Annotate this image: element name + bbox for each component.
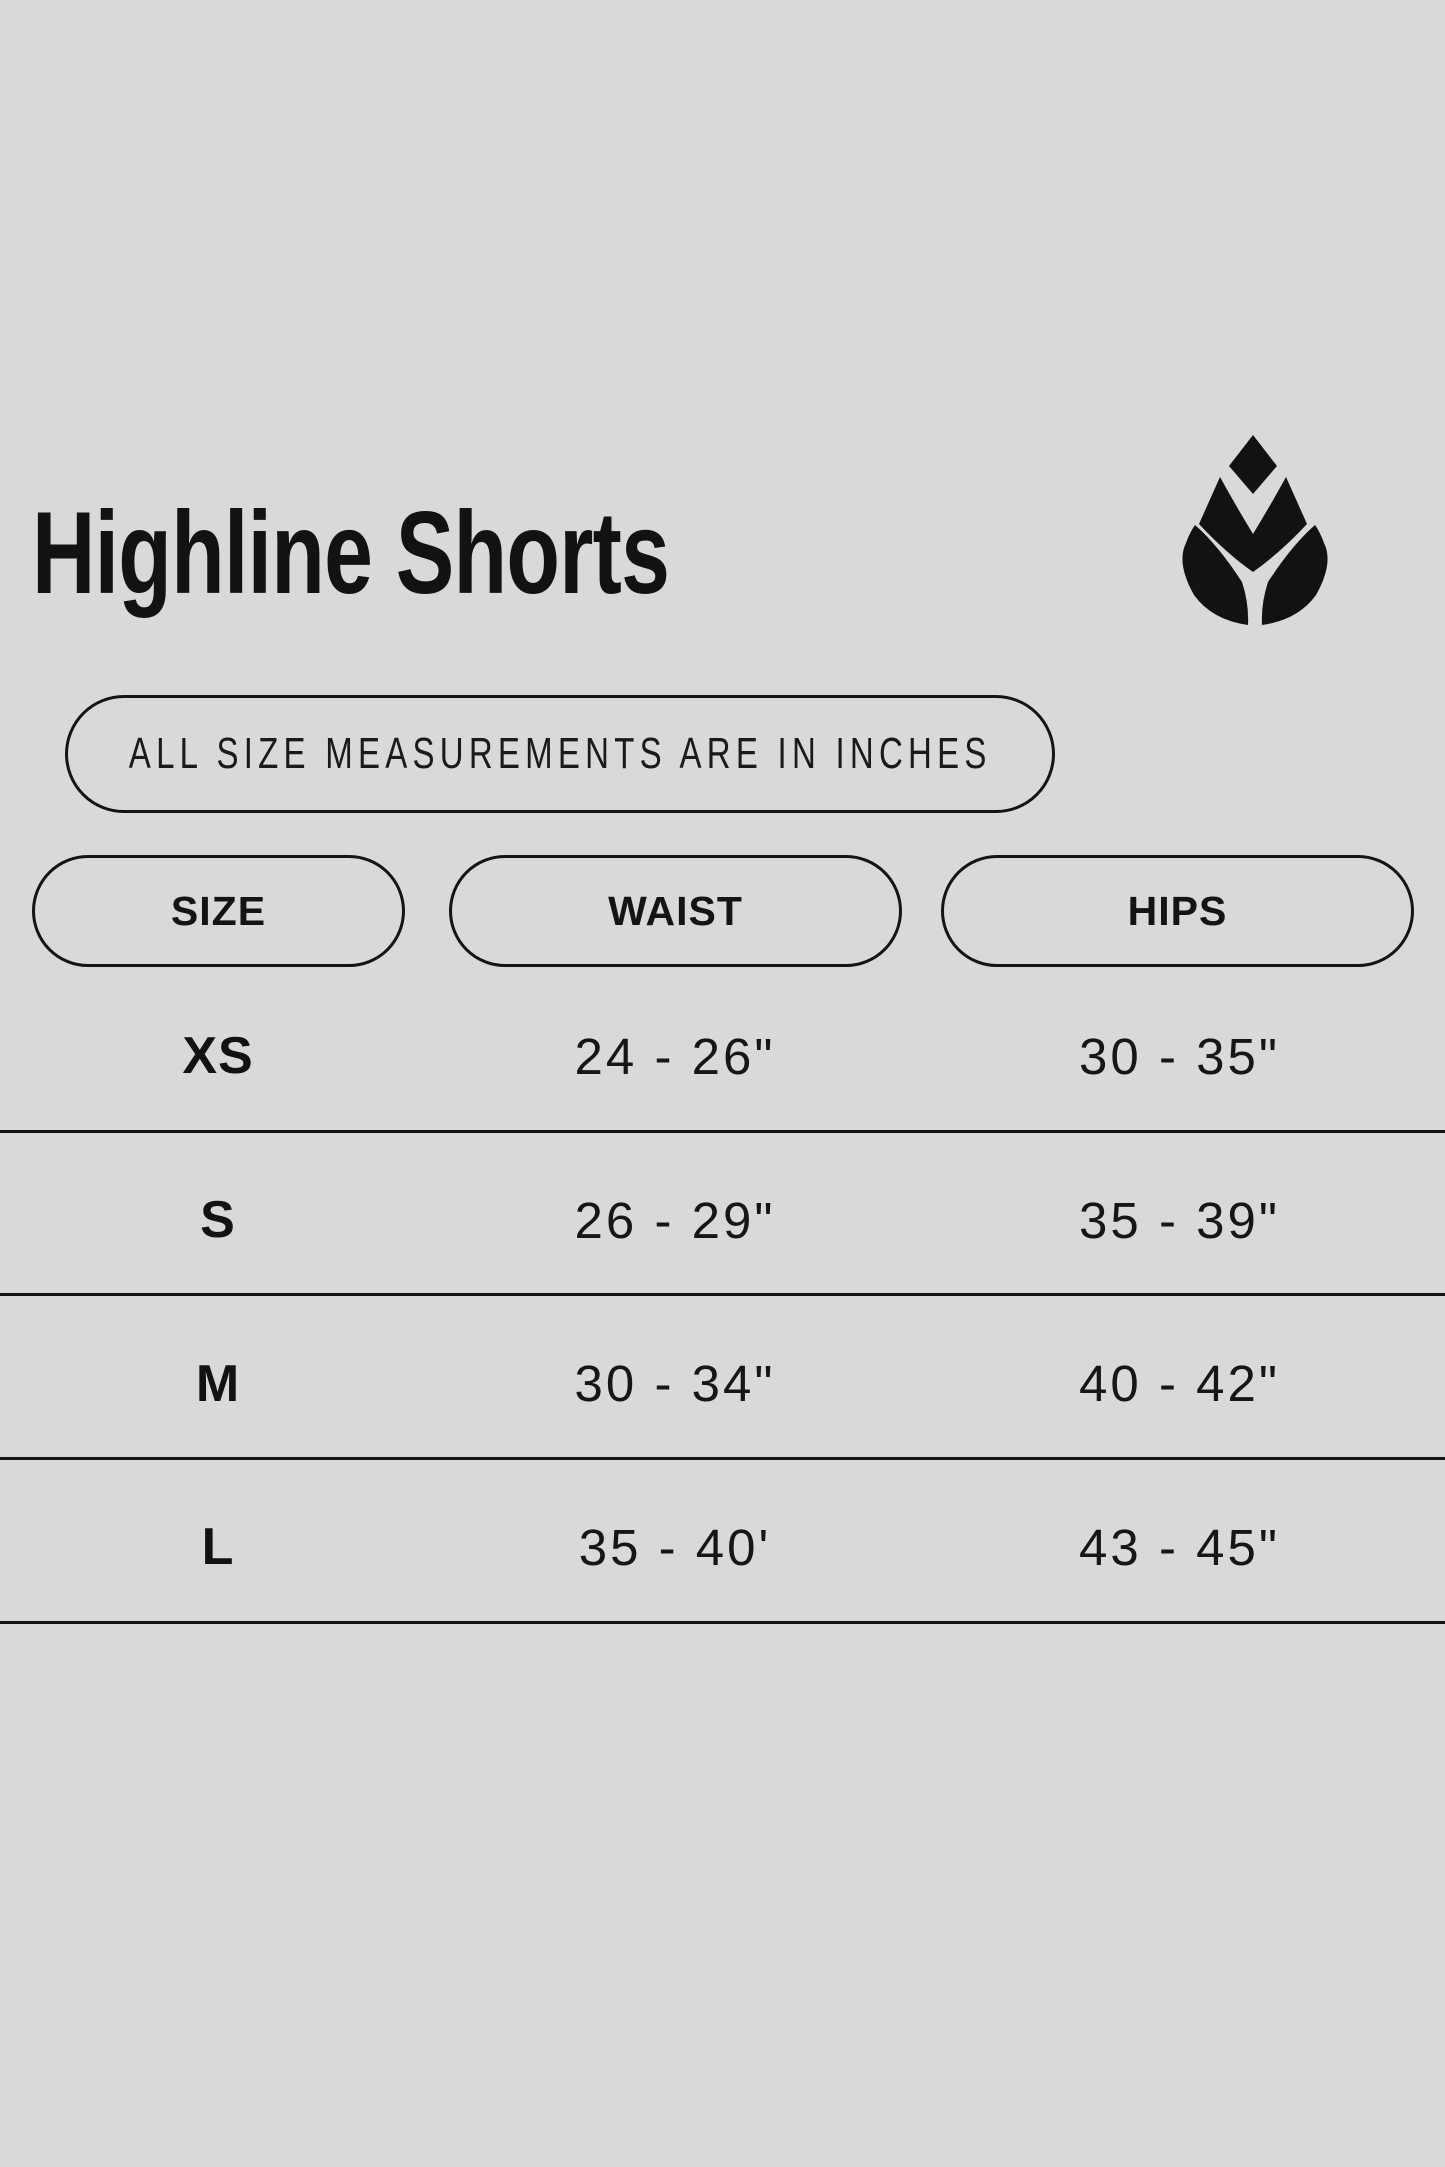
waist-value: 24 - 26" (574, 1027, 776, 1085)
hips-value: 40 - 42" (1079, 1355, 1280, 1413)
measurement-note-pill (65, 695, 1055, 813)
size-label: L (201, 1518, 235, 1577)
table-row-m (0, 1296, 1445, 1460)
column-header-waist-label: WAIST (608, 887, 743, 934)
size-label: S (200, 1191, 236, 1250)
column-header-size (32, 855, 405, 967)
size-table (0, 969, 1445, 1624)
table-row-s (0, 1133, 1445, 1297)
page-title: Highline Shorts (32, 487, 670, 618)
table-row-l (0, 1460, 1445, 1624)
size-label: XS (182, 1027, 254, 1086)
waist-value: 35 - 40' (578, 1518, 772, 1576)
column-header-hips (941, 855, 1414, 967)
lotus-icon (1182, 435, 1328, 625)
column-header-size-label: SIZE (170, 887, 267, 934)
waist-value: 26 - 29" (574, 1191, 776, 1249)
size-label: M (195, 1354, 241, 1413)
column-header-hips-label: HIPS (1127, 887, 1228, 934)
waist-value: 30 - 34" (574, 1355, 776, 1413)
hips-value: 35 - 39" (1079, 1191, 1280, 1249)
hips-value: 30 - 35" (1079, 1027, 1280, 1085)
hips-value: 43 - 45" (1079, 1518, 1280, 1576)
lotus-diamond (1229, 435, 1277, 494)
column-header-waist (449, 855, 902, 967)
table-row-xs (0, 969, 1445, 1133)
measurement-note-text: ALL SIZE MEASUREMENTS ARE IN INCHES (128, 729, 992, 778)
